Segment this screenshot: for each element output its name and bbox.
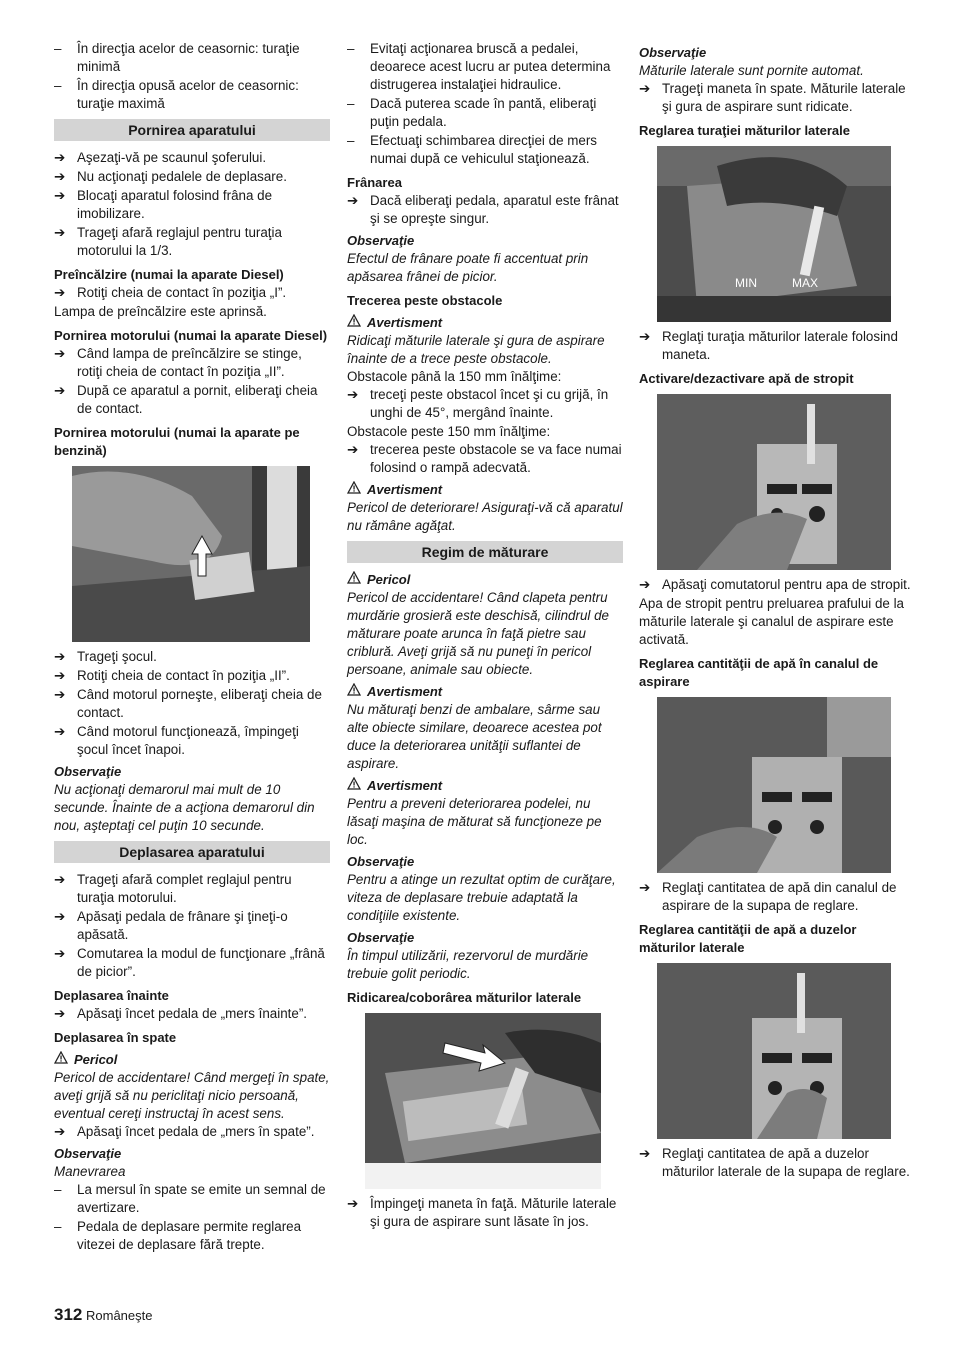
subheading: Reglarea turaţiei măturilor laterale xyxy=(639,123,850,138)
danger-label: Pericol xyxy=(347,571,623,589)
paragraph: Apa de stropit pentru preluarea prafului de la măturile laterale şi canalul de aspirare este activată. xyxy=(639,596,905,647)
note-label: Observaţie xyxy=(54,764,122,779)
list-item: ➔ Reglaţi turaţia măturilor laterale folosind maneta. xyxy=(639,329,898,362)
section-heading-start: Pornirea aparatului xyxy=(54,119,330,141)
list-item: ➔ trecerea peste obstacole se va face numai folosind o rampă adecvată. xyxy=(347,442,622,475)
subheading: Pornirea motorului (numai la aparate Diesel) xyxy=(54,328,328,343)
list-item: – Dacă puterea scade în pantă, eliberaţi puţin pedala. xyxy=(347,96,597,129)
list-item: ➔ După ce aparatul a pornit, eliberaţi cheia de contact. xyxy=(54,383,318,416)
list-item: – Efectuaţi schimbarea direcţiei de mers numai după ce vehiculul staţionează. xyxy=(347,133,597,166)
list-item: ➔ Rotiţi cheia de contact în poziţia „II”. xyxy=(54,668,290,683)
warning-triangle-icon xyxy=(347,481,361,494)
min-label: MIN xyxy=(735,276,757,290)
list-item: – Pedala de deplasare permite reglarea vitezei de deplasare fără trepte. xyxy=(54,1219,302,1252)
subheading: Activare/dezactivare apă de stropit xyxy=(639,371,854,386)
note-text: În timpul utilizării, rezervorul de murdărie trebuie golit periodic. xyxy=(347,948,589,981)
page-number: 312 xyxy=(54,1305,83,1324)
list-item: ➔ Apăsaţi pedala de frânare şi ţineţi-o apăsată. xyxy=(54,909,288,942)
list-item: ➔ Trageţi şocul. xyxy=(54,649,157,664)
warning-text: Nu măturaţi benzi de ambalare, sârme sau alte obiecte similare, deoarece acestea pot duce la deteriorarea unităţii suflantei de aspirare. xyxy=(347,702,602,771)
subheading: Preîncălzire (numai la aparate Diesel) xyxy=(54,267,284,282)
subheading: Deplasarea înainte xyxy=(54,988,169,1003)
photo-nozzle-valve xyxy=(657,963,891,1139)
footer-language: Româneşte xyxy=(86,1308,153,1323)
subheading: Frânarea xyxy=(347,175,402,190)
paragraph: Obstacole peste 150 mm înălţime: xyxy=(347,424,551,439)
subheading: Ridicarea/coborârea măturilor laterale xyxy=(347,990,582,1005)
danger-text: Pericol de accidentare! Când mergeţi în spate, aveţi grijă să nu periclitaţi nicio persoană, eventual cereţi instructaj în acest sens. xyxy=(54,1070,330,1121)
column-right xyxy=(639,40,915,1182)
subheading: Trecerea peste obstacole xyxy=(347,293,503,308)
list-item: ➔ Aşezaţi-vă pe scaunul şoferului. xyxy=(54,150,267,165)
list-item: ➔ Apăsaţi comutatorul pentru apa de stropit. xyxy=(639,577,911,592)
danger-label: Pericol xyxy=(54,1051,330,1069)
list-item: ➔ Împingeţi maneta în faţă. Măturile laterale şi gura de aspirare sunt lăsate în jos. xyxy=(347,1196,617,1229)
warning-triangle-icon xyxy=(347,777,361,790)
paragraph: Lampa de preîncălzire este aprinsă. xyxy=(54,304,267,319)
column-middle xyxy=(347,40,623,1232)
max-label: MAX xyxy=(792,276,819,290)
page-footer xyxy=(54,1306,152,1325)
warning-label: Avertisment xyxy=(347,481,623,499)
paragraph: Obstacole până la 150 mm înălţime: xyxy=(347,369,562,384)
note-label: Observaţie xyxy=(54,1146,122,1161)
list-item: ➔ Când motorul funcţionează, împingeţi şocul încet înapoi. xyxy=(54,724,299,757)
note-text: Pentru a atinge un rezultat optim de curăţare, viteza de deplasare trebuie adaptată la condiţiile existente. xyxy=(347,872,616,923)
warning-text: Ridicaţi măturile laterale şi gura de aspirare înainte de a trece peste obstacole. xyxy=(347,333,605,366)
list-item: ➔ Nu acţionaţi pedalele de deplasare. xyxy=(54,169,287,184)
subheading: Reglarea cantităţii de apă în canalul de aspirare xyxy=(639,656,879,689)
warning-text: Pericol de deteriorare! Asiguraţi-vă că aparatul nu rămâne agăţat. xyxy=(347,500,623,533)
note-text: Manevrarea xyxy=(54,1164,126,1179)
photo-spray-water-switch xyxy=(657,394,891,570)
subheading: Pornirea motorului (numai la aparate pe benzină) xyxy=(54,425,300,458)
list-item: – Evitaţi acţionarea bruscă a pedalei, deoarece acest lucru ar putea determina distrugerea instalaţiei hidraulice. xyxy=(347,41,611,92)
photo-side-brush-speed xyxy=(657,146,891,322)
list-item: ➔ Reglaţi cantitatea de apă a duzelor măturilor laterale de la supapa de reglare. xyxy=(639,1146,910,1179)
section-heading-sweep: Regim de măturare xyxy=(347,541,623,563)
warning-label: Avertisment xyxy=(347,777,623,795)
warning-text: Pentru a preveni deteriorarea podelei, nu lăsaţi maşina de măturat să funcţioneze pe loc. xyxy=(347,796,602,847)
photo-suction-channel-valve xyxy=(657,697,891,873)
warning-triangle-icon xyxy=(347,571,361,584)
list-item: ➔ Când lampa de preîncălzire se stinge, rotiţi cheia de contact în poziţia „II”. xyxy=(54,346,302,379)
warning-triangle-icon xyxy=(347,314,361,327)
note-text: Nu acţionaţi demarorul mai mult de 10 secunde. Înainte de a acţiona demarorul din nou, aşteptaţi cel puţin 10 secunde. xyxy=(54,782,315,833)
subheading: Deplasarea în spate xyxy=(54,1030,177,1045)
list-item: ➔ Când motorul porneşte, eliberaţi cheia de contact. xyxy=(54,687,322,720)
list-item: ➔ Apăsaţi încet pedala de „mers în spate”. xyxy=(54,1124,315,1139)
warning-triangle-icon xyxy=(54,1051,68,1064)
photo-choke-lever xyxy=(72,466,310,642)
warning-label: Avertisment xyxy=(347,314,623,332)
list-item: ➔ Blocaţi aparatul folosind frâna de imobilizare. xyxy=(54,188,273,221)
note-label: Observaţie xyxy=(347,854,415,869)
list-item: ➔ Apăsaţi încet pedala de „mers înainte”. xyxy=(54,1006,308,1021)
warning-triangle-icon xyxy=(347,683,361,696)
note-text: Efectul de frânare poate fi accentuat prin apăsarea frânei de picior. xyxy=(347,251,589,284)
list-item: ➔ Trageţi afară complet reglajul pentru turaţia motorului. xyxy=(54,872,292,905)
list-item: – În direcţia acelor de ceasornic: turaţie minimă xyxy=(54,41,300,74)
list-item: – În direcţia opusă acelor de ceasornic: turaţie maximă xyxy=(54,78,299,111)
list-item: – La mersul în spate se emite un semnal de avertizare. xyxy=(54,1182,326,1215)
list-item: ➔ treceţi peste obstacol încet şi cu grijă, în unghi de 45°, mergând înainte. xyxy=(347,387,609,420)
warning-label: Avertisment xyxy=(347,683,623,701)
section-heading-drive: Deplasarea aparatului xyxy=(54,841,330,863)
list-item: ➔ Reglaţi cantitatea de apă din canalul de aspirare de la supapa de reglare. xyxy=(639,880,897,913)
list-item: ➔ Trageţi afară reglajul pentru turaţia motorului la 1/3. xyxy=(54,225,282,258)
note-text: Măturile laterale sunt pornite automat. xyxy=(639,63,864,78)
column-left xyxy=(54,40,330,1255)
note-label: Observaţie xyxy=(347,233,415,248)
list-item: ➔ Dacă eliberaţi pedala, aparatul este frânat şi se opreşte singur. xyxy=(347,193,619,226)
photo-side-brush-lever xyxy=(365,1013,601,1189)
subheading: Reglarea cantităţii de apă a duzelor măturilor laterale xyxy=(639,922,857,955)
note-label: Observaţie xyxy=(347,930,415,945)
list-item: ➔ Rotiţi cheia de contact în poziţia „I”. xyxy=(54,285,287,300)
list-item: ➔ Trageţi maneta în spate. Măturile laterale şi gura de aspirare sunt ridicate. xyxy=(639,81,906,114)
note-label: Observaţie xyxy=(639,45,707,60)
danger-text: Pericol de accidentare! Când clapeta pentru murdărie grosieră este deschisă, cilindrul de măturare poate arunca în faţă pietre sau criblură. Aveţi grijă să nu puneţi în pericol persoane, animale sau obiecte. xyxy=(347,590,609,677)
list-item: ➔ Comutarea la modul de funcţionare „frână de picior”. xyxy=(54,946,325,979)
